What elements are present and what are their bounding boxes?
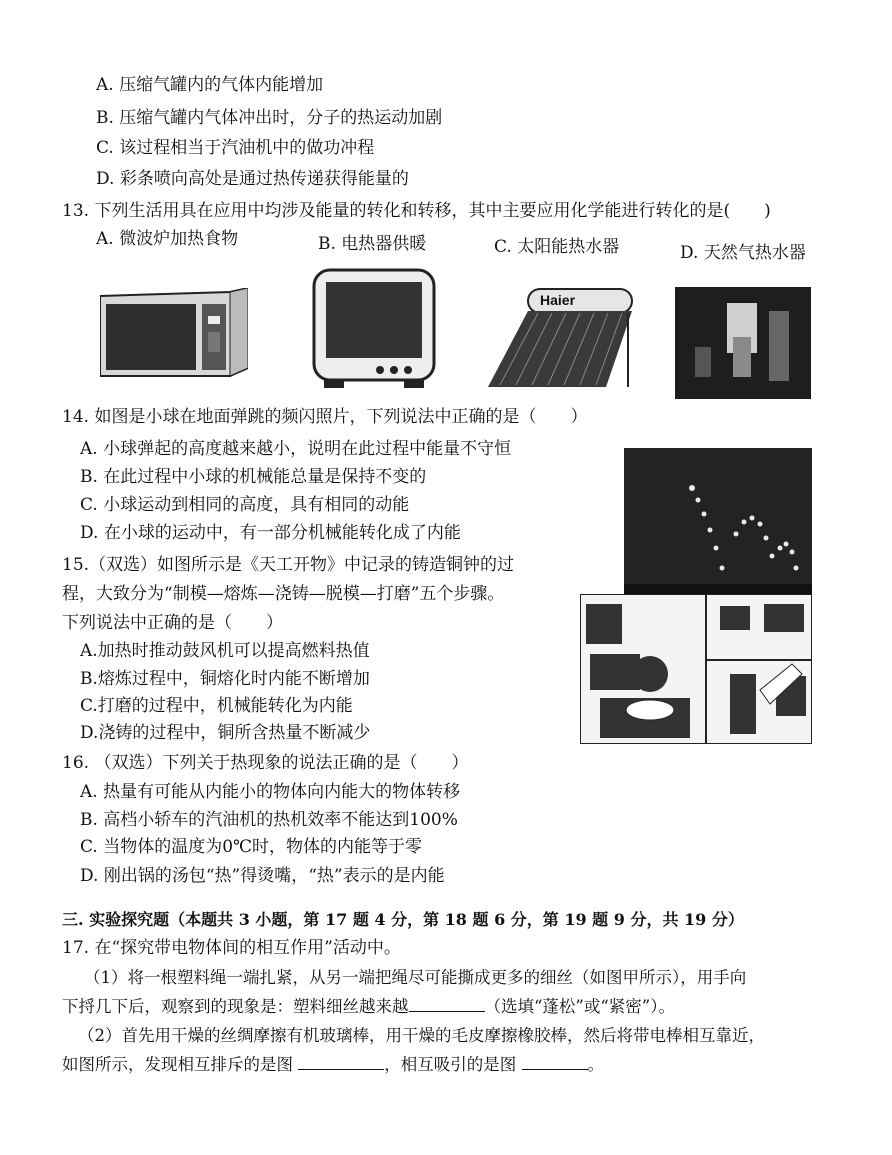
q17-answer-blank-3[interactable] xyxy=(522,1055,588,1070)
q13-option-a: A. 微波炉加热食物 xyxy=(96,229,239,249)
q17-answer-blank-2[interactable] xyxy=(298,1055,384,1070)
q15-option-d: D.浇铸的过程中，铜所含热量不断减少 xyxy=(80,723,371,743)
q13-option-b: B. 电热器供暖 xyxy=(318,234,427,254)
section-3-heading: 三. 实验探究题（本题共 3 小题，第 17 题 4 分，第 18 题 6 分，第 19 题 9 分，共 19 分） xyxy=(62,910,744,929)
q12-option-a: A. 压缩气罐内的气体内能增加 xyxy=(96,75,324,95)
q17-stem: 17. 在“探究带电物体间的相互作用”活动中。 xyxy=(62,938,401,958)
q17-part1-line2 xyxy=(62,996,675,1018)
q14-option-c: C. 小球运动到相同的高度，具有相同的动能 xyxy=(80,495,410,515)
q17-part2-text-c: 。 xyxy=(587,1055,604,1074)
q16-option-b: B. 高档小轿车的汽油机的热机效率不能达到100% xyxy=(80,810,458,830)
q15-option-a: A.加热时推动鼓风机可以提高燃料热值 xyxy=(80,641,370,661)
q17-part2-line2 xyxy=(62,1054,604,1076)
q16-stem: 16. （双选）下列关于热现象的说法正确的是（ ） xyxy=(62,753,469,773)
q14-option-d: D. 在小球的运动中，有一部分机械能转化成了内能 xyxy=(80,523,461,543)
q16-option-a: A. 热量有可能从内能小的物体向内能大的物体转移 xyxy=(80,782,461,802)
q17-answer-blank-1[interactable] xyxy=(409,997,485,1012)
q17-part2-text-b: ，相互吸引的是图 xyxy=(384,1055,517,1074)
q14-stem: 14. 如图是小球在地面弹跳的频闪照片，下列说法中正确的是（ ） xyxy=(62,407,588,427)
q17-part2-text-a: 如图所示，发现相互排斥的是图 xyxy=(62,1055,293,1074)
haier-logo-text: Haier xyxy=(540,292,576,308)
bell-casting-illustration xyxy=(580,594,812,744)
q16-option-c: C. 当物体的温度为0℃时，物体的内能等于零 xyxy=(80,837,423,857)
q14-option-b: B. 在此过程中小球的机械能总量是保持不变的 xyxy=(80,467,427,487)
q13-stem: 13. 下列生活用具在应用中均涉及能量的转化和转移，其中主要应用化学能进行转化的是( ) xyxy=(62,201,771,221)
q14-option-a: A. 小球弹起的高度越来越小，说明在此过程中能量不守恒 xyxy=(80,439,512,459)
q15-stem-line-3: 下列说法中正确的是（ ） xyxy=(62,613,283,633)
electric-heater-image xyxy=(310,268,438,390)
q15-option-c: C.打磨的过程中，机械能转化为内能 xyxy=(80,696,353,716)
q12-option-c: C. 该过程相当于汽油机中的做功冲程 xyxy=(96,138,375,158)
q17-part1-choice-hint: （选填“蓬松”或“紧密”）。 xyxy=(484,997,675,1016)
q12-option-b: B. 压缩气罐内气体冲出时，分子的热运动加剧 xyxy=(96,108,443,128)
q12-option-d: D. 彩条喷向高处是通过热传递获得能量的 xyxy=(96,169,409,189)
q13-option-d: D. 天然气热水器 xyxy=(680,243,806,263)
bouncing-ball-photo xyxy=(624,448,812,596)
q17-part2-line1: （2）首先用干燥的丝绸摩擦有机玻璃棒，用干燥的毛皮摩擦橡胶棒，然后将带电棒相互靠近， xyxy=(78,1026,765,1045)
q16-option-d: D. 刚出锅的汤包“热”得烫嘴，“热”表示的是内能 xyxy=(80,866,445,886)
gas-water-heater-image xyxy=(675,287,811,399)
microwave-image xyxy=(100,288,248,378)
solar-water-heater-image xyxy=(488,283,638,391)
q15-option-b: B.熔炼过程中，铜熔化时内能不断增加 xyxy=(80,669,370,689)
q15-stem-line-1: 15.（双选）如图所示是《天工开物》中记录的铸造铜钟的过 xyxy=(62,555,515,575)
q17-part1-line1: （1）将一根塑料绳一端扎紧，从另一端把绳尽可能撕成更多的细丝（如图甲所示），用手向 xyxy=(84,968,747,987)
q17-part1-text: 下捋几下后，观察到的现象是：塑料细丝越来越 xyxy=(62,997,409,1016)
q13-option-c: C. 太阳能热水器 xyxy=(494,237,620,257)
q15-stem-line-2: 程，大致分为“制模—熔炼—浇铸—脱模—打磨”五个步骤。 xyxy=(62,584,505,604)
